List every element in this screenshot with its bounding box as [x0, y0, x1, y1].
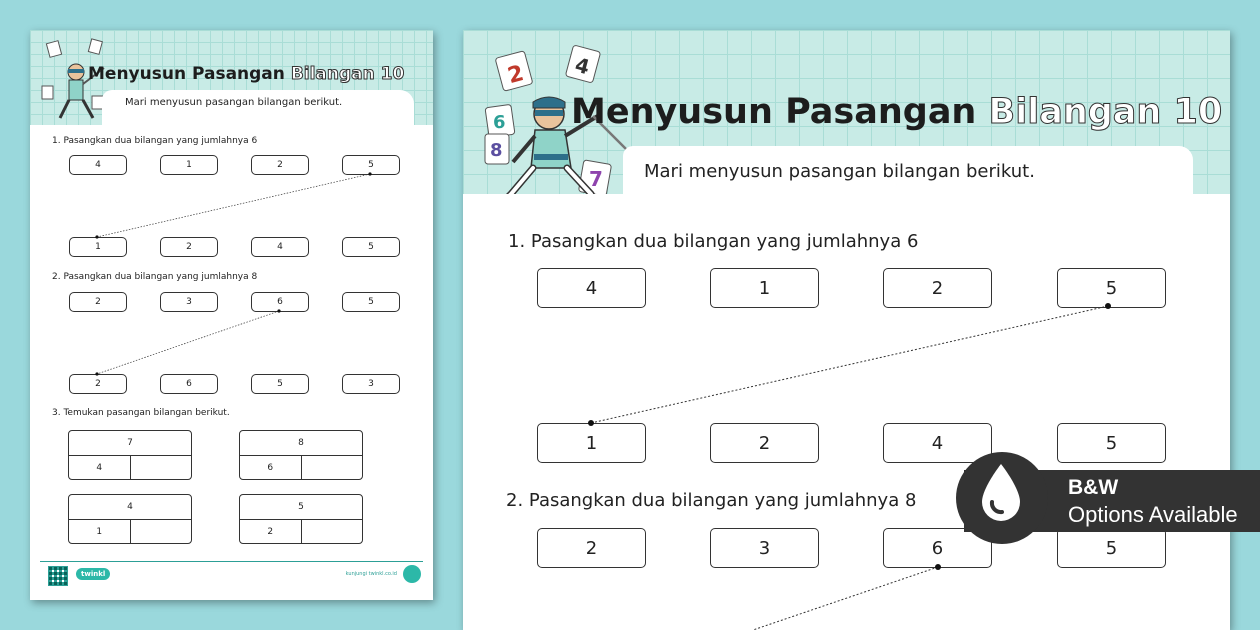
q1-top-box: 5 — [1057, 268, 1166, 308]
q2-bottom-box: 2 — [69, 374, 127, 394]
q1-bottom-box: 1 — [69, 237, 127, 257]
q1-bottom-box: 5 — [342, 237, 400, 257]
ink-drop-icon — [978, 462, 1024, 524]
question-1-text-small: 1. Pasangkan dua bilangan yang jumlahnya 6 — [52, 136, 258, 146]
q2-bottom-box: 3 — [342, 374, 400, 394]
part-whole-table: 4 1 — [68, 494, 192, 544]
bw-options-badge — [964, 470, 1260, 532]
question-3-text-small: 3. Temukan pasangan bilangan berikut. — [52, 408, 230, 418]
worksheet-preview-large — [463, 30, 1230, 630]
svg-text:4: 4 — [572, 52, 593, 80]
part-whole-table: 5 2 — [239, 494, 363, 544]
q2-top-box: 6 — [883, 528, 992, 568]
q2-top-box: 3 — [160, 292, 218, 312]
page-title-large: Menyusun Pasangan Bilangan 10 — [571, 92, 1223, 132]
q1-top-box: 4 — [537, 268, 646, 308]
q2-bottom-box: 6 — [160, 374, 218, 394]
q1-bottom-box: 4 — [251, 237, 309, 257]
subtitle-large: Mari menyusun pasangan bilangan berikut. — [644, 161, 1035, 182]
q1-bottom-box: 4 — [883, 423, 992, 463]
question-2-text-small: 2. Pasangkan dua bilangan yang jumlahnya 8 — [52, 272, 258, 282]
q2-top-box: 2 — [537, 528, 646, 568]
q2-top-box: 5 — [342, 292, 400, 312]
q1-top-box: 4 — [69, 155, 127, 175]
part-whole-table: 7 4 — [68, 430, 192, 480]
q1-top-box: 2 — [251, 155, 309, 175]
q1-top-box: 2 — [883, 268, 992, 308]
svg-text:8: 8 — [490, 140, 503, 161]
twinkl-logo: twinkl — [76, 568, 110, 580]
q2-top-box: 5 — [1057, 528, 1166, 568]
subtitle-banner-small — [102, 90, 414, 126]
badge-subtitle: Options Available — [1068, 502, 1238, 527]
q2-top-box: 3 — [710, 528, 819, 568]
q2-bottom-box: 5 — [251, 374, 309, 394]
badge-title: B&W — [1068, 476, 1119, 499]
q2-top-box: 6 — [251, 292, 309, 312]
question-2-text-large: 2. Pasangkan dua bilangan yang jumlahnya 8 — [506, 490, 917, 511]
footer-url: kunjungi twinkl.co.id — [345, 571, 397, 577]
worksheet-preview-small — [30, 30, 433, 600]
sheet-footer — [40, 561, 423, 588]
twinkl-badge-icon — [403, 565, 421, 583]
q1-top-box: 1 — [710, 268, 819, 308]
q1-bottom-box: 2 — [160, 237, 218, 257]
part-whole-table: 8 6 — [239, 430, 363, 480]
svg-text:7: 7 — [589, 167, 603, 191]
qr-code-icon — [48, 566, 68, 586]
svg-text:6: 6 — [493, 112, 506, 133]
page-title-small: Menyusun Pasangan Bilangan 10 — [88, 64, 405, 84]
q2-top-box: 2 — [69, 292, 127, 312]
q1-top-box: 5 — [342, 155, 400, 175]
svg-text:2: 2 — [505, 61, 527, 90]
q1-bottom-box: 1 — [537, 423, 646, 463]
question-1-text-large: 1. Pasangkan dua bilangan yang jumlahnya 6 — [508, 231, 919, 252]
subtitle-small: Mari menyusun pasangan bilangan berikut. — [125, 97, 343, 108]
q1-bottom-box: 5 — [1057, 423, 1166, 463]
q1-bottom-box: 2 — [710, 423, 819, 463]
q1-top-box: 1 — [160, 155, 218, 175]
